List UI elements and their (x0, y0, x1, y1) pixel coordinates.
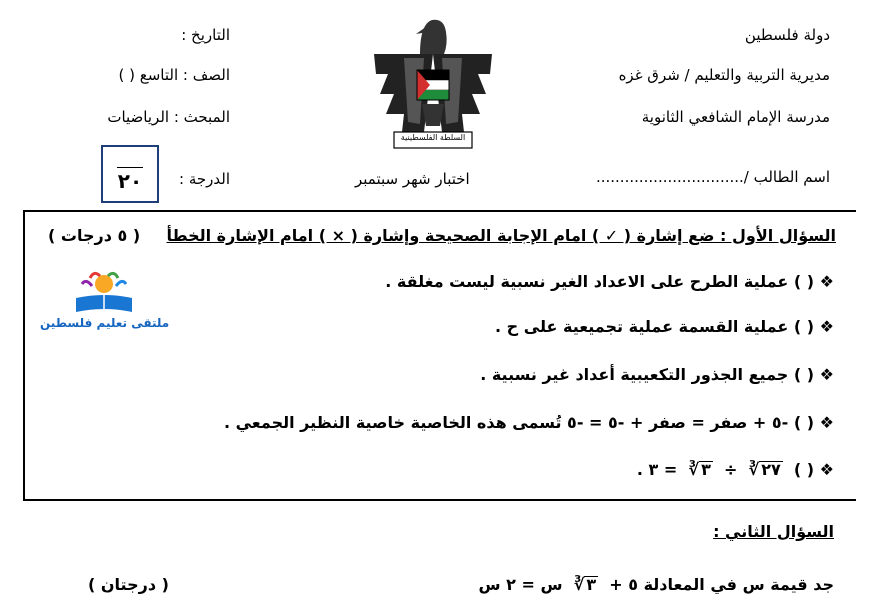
grade-label: الدرجة : (179, 170, 230, 188)
q1-item-3: ❖ ( ) جميع الجذور التكعيبية أعداد غير نسبية . (480, 365, 834, 384)
school-name: مدرسة الإمام الشافعي الثانوية (641, 108, 830, 126)
division-sign: ÷ (724, 460, 738, 479)
date-field: التاريخ : (181, 26, 230, 44)
emblem-caption: السلطة الفلسطينية (400, 133, 466, 142)
directorate-name: مديرية التربية والتعليم / شرق غزه (618, 66, 830, 84)
grade-fraction-bar (117, 167, 143, 168)
question1-title: السؤال الأول : ضع إشارة ( ✓ ) امام الإجابة الصحيحة وإشارة ( × ) امام الإشارة الخطأ (166, 226, 836, 245)
cube-root-27: ٢٧ (761, 460, 781, 479)
q1-item-2: ❖ ( ) عملية القسمة عملية تجميعية على ح . (495, 317, 834, 336)
left-border (23, 211, 25, 501)
radical-icon: ∛ (573, 575, 585, 594)
radical-icon: ∛ (748, 460, 760, 479)
q1-item-4: ❖ ( ) -٥ + صفر = صفر + -٥ = -٥ تُسمى هذه الخاصية خاصية النظير الجمعي . (223, 413, 834, 432)
question2-text (479, 575, 835, 594)
cube-root-3-q2: ٣ (586, 575, 597, 594)
country-name: دولة فلسطين (744, 26, 830, 44)
cube-root-3: ٣ (701, 460, 711, 479)
q2-text-after: س = ٢ س (478, 575, 563, 594)
q1-item-1: ❖ ( ) عملية الطرح على الاعداد الغير نسبية ليست مغلقة . (385, 272, 834, 291)
class-field: الصف : التاسع ( ) (118, 66, 230, 84)
q1-item-5 (637, 460, 834, 479)
header-divider (23, 210, 856, 212)
grade-box (101, 145, 159, 203)
subject-field: المبحث : الرياضيات (107, 108, 230, 126)
exam-title: اختبار شهر سبتمبر (355, 170, 470, 188)
student-name-field: اسم الطالب /............................... (595, 168, 830, 186)
q2-text-before: جد قيمة س في المعادلة ٥ + (609, 575, 834, 594)
radical-icon: ∛ (688, 460, 700, 479)
question1-marks: ( ٥ درجات ) (48, 226, 141, 245)
section-divider (23, 499, 856, 501)
book-logo-icon (72, 270, 136, 314)
watermark-text: ملتقى تعليم فلسطين (40, 316, 170, 330)
question2-marks: ( درجتان ) (88, 575, 169, 594)
q1-item-5-prefix: ❖ ( ) (793, 460, 834, 479)
grade-total: ٢٠ (117, 169, 143, 193)
q1-item-5-result: = ٣ . (636, 460, 678, 479)
palestinian-eagle-emblem (364, 14, 502, 156)
question2-title: السؤال الثاني : (713, 522, 834, 541)
